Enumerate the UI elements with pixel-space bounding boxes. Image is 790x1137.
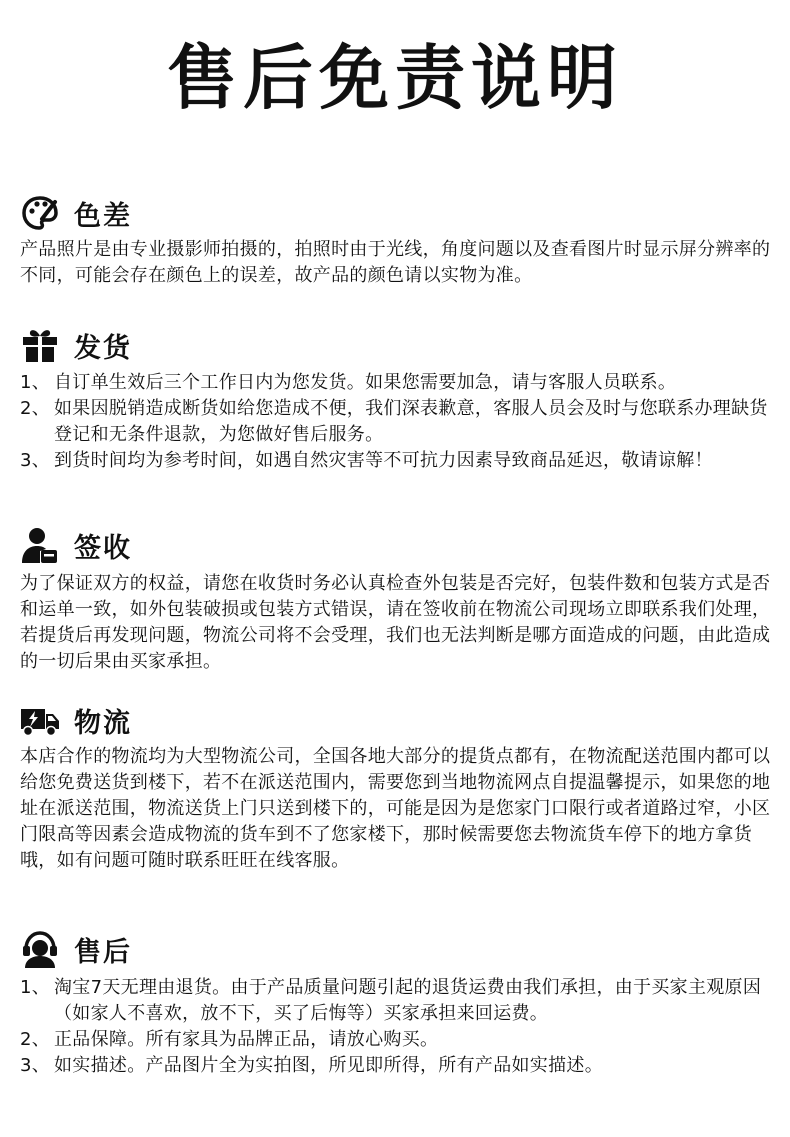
list-number: 2、 bbox=[20, 1029, 51, 1050]
user-package-icon bbox=[20, 525, 60, 565]
shipping-list bbox=[20, 370, 778, 474]
paragraph: 本店合作的物流均为大型物流公司，全国各地大部分的提货点都有，在物流配送范围内都可以给您免费送货到楼下，若不在派送范围内，需要您到当地物流网点自提温馨提示，如果您的地址在派送范围，物流送货上门只送到楼下的，可能是因为是您家门口限行或者道路过窄，小区门限高等因素会造成物流的货车到不了您家楼下，那时候需要您去物流货车停下的地方拿货哦，如有问题可随时联系旺旺在线客服。 bbox=[20, 746, 771, 871]
section-after-sale bbox=[20, 929, 778, 1079]
list-text: 如实描述。产品图片全为实拍图，所见即所得，所有产品如实描述。 bbox=[54, 1055, 603, 1076]
list-item bbox=[20, 1053, 778, 1079]
section-logistics bbox=[20, 700, 778, 874]
list-number: 1、 bbox=[20, 977, 51, 998]
heading-text: 物流 bbox=[74, 707, 132, 739]
heading-text: 色差 bbox=[74, 200, 132, 232]
section-heading bbox=[20, 700, 778, 740]
section-receipt bbox=[20, 525, 778, 675]
list-item bbox=[20, 396, 778, 448]
gift-icon bbox=[20, 325, 60, 365]
list-item bbox=[20, 370, 778, 396]
heading-text: 发货 bbox=[74, 332, 132, 364]
list-text: 到货时间均为参考时间，如遇自然灾害等不可抗力因素导致商品延迟，敬请谅解！ bbox=[54, 450, 713, 471]
list-item bbox=[20, 1027, 778, 1053]
after-sale-list bbox=[20, 975, 778, 1079]
heading-text: 售后 bbox=[74, 936, 132, 968]
paragraph: 为了保证双方的权益，请您在收货时务必认真检查外包装是否完好，包装件数和包装方式是否和运单一致，如外包装破损或包装方式错误，请在签收前在物流公司现场立即联系我们处理，若提货后再发现问题，物流公司将不会受理，我们也无法判断是哪方面造成的问题，由此造成的一切后果由买家承担。 bbox=[20, 573, 771, 672]
palette-icon bbox=[20, 193, 60, 233]
section-color-difference bbox=[20, 193, 778, 289]
section-heading bbox=[20, 325, 778, 365]
section-heading bbox=[20, 193, 778, 233]
list-text: 如果因脱销造成断货如给您造成不便，我们深表歉意，客服人员会及时与您联系办理缺货登记和无条件退款，为您做好售后服务。 bbox=[54, 398, 768, 445]
section-heading bbox=[20, 929, 778, 969]
list-number: 1、 bbox=[20, 372, 51, 393]
list-number: 3、 bbox=[20, 1055, 51, 1076]
truck-icon bbox=[20, 700, 60, 740]
heading-text: 签收 bbox=[74, 532, 132, 564]
section-heading bbox=[20, 525, 778, 565]
list-number: 2、 bbox=[20, 398, 51, 419]
list-text: 正品保障。所有家具为品牌正品，请放心购买。 bbox=[54, 1029, 439, 1050]
list-text: 淘宝7天无理由退货。由于产品质量问题引起的退货运费由我们承担，由于买家主观原因（如家人不喜欢，放不下，买了后悔等）买家承担来回运费。 bbox=[54, 977, 762, 1024]
section-shipping bbox=[20, 325, 778, 474]
page-title: 售后免责说明 bbox=[167, 37, 623, 119]
list-item bbox=[20, 448, 778, 474]
list-text: 自订单生效后三个工作日内为您发货。如果您需要加急，请与客服人员联系。 bbox=[54, 372, 677, 393]
headset-icon bbox=[20, 929, 60, 969]
paragraph: 产品照片是由专业摄影师拍摄的，拍照时由于光线，角度问题以及查看图片时显示屏分辨率的不同，可能会存在颜色上的误差，故产品的颜色请以实物为准。 bbox=[20, 239, 771, 286]
list-number: 3、 bbox=[20, 450, 51, 471]
list-item bbox=[20, 975, 778, 1027]
